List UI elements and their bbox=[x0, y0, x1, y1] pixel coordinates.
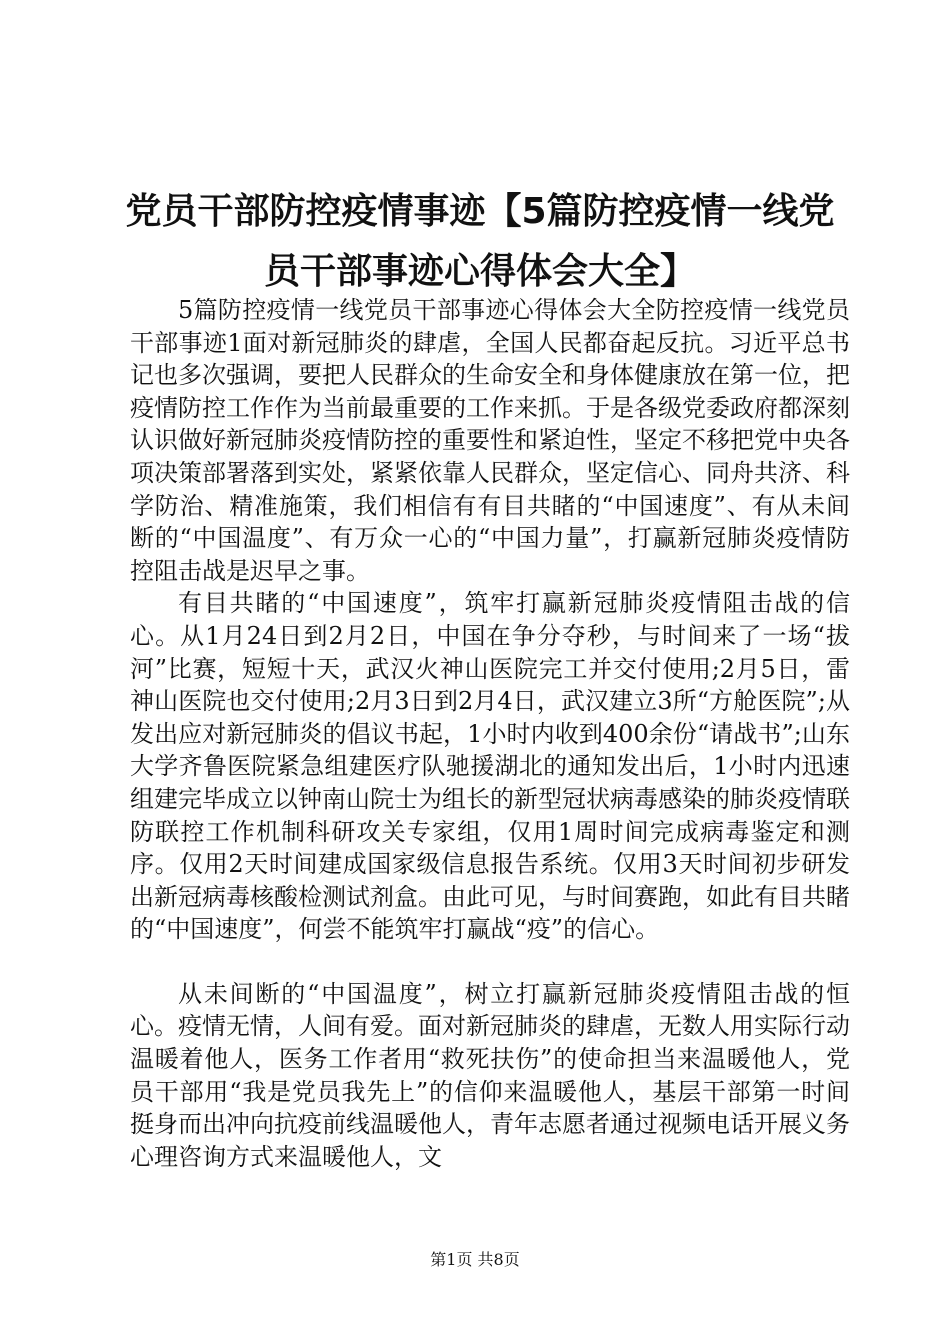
document-body bbox=[130, 294, 850, 1173]
page-footer: 第1页 共8页 bbox=[430, 1250, 520, 1269]
paragraph-2: 有目共睹的“中国速度”，筑牢打赢新冠肺炎疫情阻击战的信心。从1月24日到2月2日，中国在争分夺秒，与时间来了一场“拔河”比赛，短短十天，武汉火神山医院完工并交付使用;2月5日，雷神山医院也交付使用;2月3日到2月4日，武汉建立3所“方舱医院”;从发出应对新冠肺炎的倡议书起，1小时内收到400余份“请战书”;山东大学齐鲁医院紧急组建医疗队驰援湖北的通知发出后，1小时内迅速组建完毕成立以钟南山院士为组长的新型冠状病毒感染的肺炎疫情联防联控工作机制科研攻关专家组，仅用1周时间完成病毒鉴定和测序。仅用2天时间建成国家级信息报告系统。仅用3天时间初步研发出新冠病毒核酸检测试剂盒。由此可见，与时间赛跑，如此有目共睹的“中国速度”，何尝不能筑牢打赢战“疫”的信心。 bbox=[130, 589, 850, 944]
document-title: 党员干部防控疫情事迹【5篇防控疫情一线党员干部事迹心得体会大全】 bbox=[125, 191, 835, 292]
paragraph-3: 从未间断的“中国温度”，树立打赢新冠肺炎疫情阻击战的恒心。疫情无情，人间有爱。面对新冠肺炎的肆虐，无数人用实际行动温暖着他人，医务工作者用“救死扶伤”的使命担当来温暖他人，党员干部用“我是党员我先上”的信仰来温暖他人，基层干部第一时间挺身而出冲向抗疫前线温暖他人，青年志愿者通过视频电话开展义务心理咨询方式来温暖他人，文 bbox=[130, 979, 850, 1171]
paragraph-1: 5篇防控疫情一线党员干部事迹心得体会大全防控疫情一线党员干部事迹1面对新冠肺炎的肆虐，全国人民都奋起反抗。习近平总书记也多次强调，要把人民群众的生命安全和身体健康放在第一位，把疫情防控工作作为当前最重要的工作来抓。于是各级党委政府都深刻认识做好新冠肺炎疫情防控的重要性和紧迫性，坚定不移把党中央各项决策部署落到实处，紧紧依靠人民群众，坚定信心、同舟共济、科学防治、精准施策，我们相信有有目共睹的“中国速度”、有从未间断的“中国温度”、有万众一心的“中国力量”，打赢新冠肺炎疫情防控阻击战是迟早之事。 bbox=[130, 296, 850, 585]
